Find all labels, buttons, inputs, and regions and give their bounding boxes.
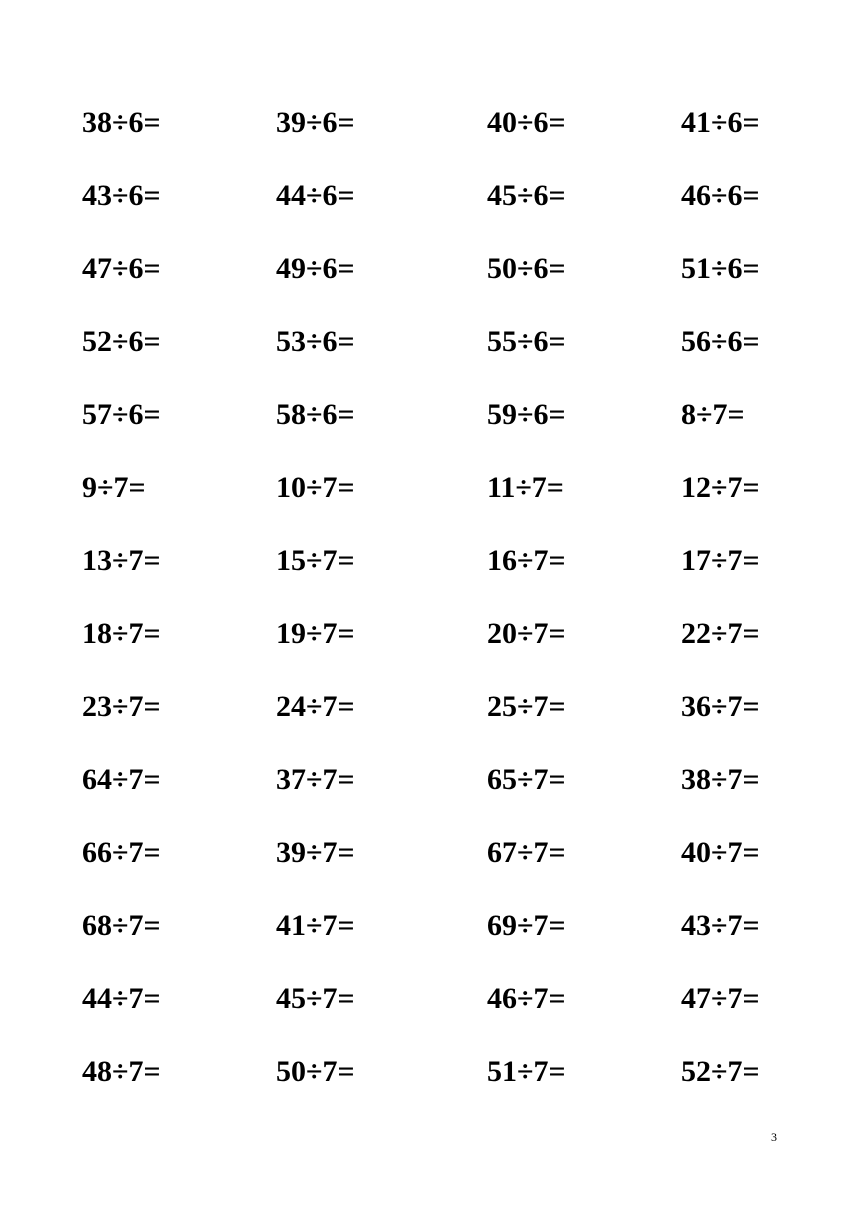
division-problem: 15÷7= xyxy=(276,544,355,577)
division-problem: 64÷7= xyxy=(82,763,161,796)
problem-row xyxy=(0,395,860,435)
division-problem: 17÷7= xyxy=(681,544,760,577)
division-problem: 46÷7= xyxy=(487,982,566,1015)
division-problem: 51÷7= xyxy=(487,1055,566,1088)
problem-row xyxy=(0,322,860,362)
division-problem: 18÷7= xyxy=(82,617,161,650)
division-problem: 44÷6= xyxy=(276,179,355,212)
division-problem: 41÷7= xyxy=(276,909,355,942)
division-problem: 16÷7= xyxy=(487,544,566,577)
problem-row xyxy=(0,979,860,1019)
division-problem: 47÷6= xyxy=(82,252,161,285)
division-problem: 40÷7= xyxy=(681,836,760,869)
division-problem: 58÷6= xyxy=(276,398,355,431)
division-problem: 50÷6= xyxy=(487,252,566,285)
division-problem: 39÷7= xyxy=(276,836,355,869)
page-number: 3 xyxy=(771,1130,777,1144)
division-problem: 52÷7= xyxy=(681,1055,760,1088)
division-problem: 59÷6= xyxy=(487,398,566,431)
division-problem: 38÷6= xyxy=(82,106,161,139)
division-problem: 43÷7= xyxy=(681,909,760,942)
division-problem: 68÷7= xyxy=(82,909,161,942)
division-problem: 36÷7= xyxy=(681,690,760,723)
division-problem: 9÷7= xyxy=(82,471,146,504)
division-problem: 57÷6= xyxy=(82,398,161,431)
division-problem: 69÷7= xyxy=(487,909,566,942)
division-problem: 67÷7= xyxy=(487,836,566,869)
division-problem: 22÷7= xyxy=(681,617,760,650)
division-problem: 45÷7= xyxy=(276,982,355,1015)
division-problem: 24÷7= xyxy=(276,690,355,723)
division-problem: 53÷6= xyxy=(276,325,355,358)
division-problem: 49÷6= xyxy=(276,252,355,285)
division-problem: 56÷6= xyxy=(681,325,760,358)
division-problem: 23÷7= xyxy=(82,690,161,723)
division-problem: 40÷6= xyxy=(487,106,566,139)
division-problem: 48÷7= xyxy=(82,1055,161,1088)
problem-row xyxy=(0,249,860,289)
division-problem: 41÷6= xyxy=(681,106,760,139)
division-problem: 19÷7= xyxy=(276,617,355,650)
division-problem: 44÷7= xyxy=(82,982,161,1015)
division-problem: 51÷6= xyxy=(681,252,760,285)
division-problem: 8÷7= xyxy=(681,398,745,431)
problem-row xyxy=(0,760,860,800)
division-problem: 47÷7= xyxy=(681,982,760,1015)
division-problem: 25÷7= xyxy=(487,690,566,723)
division-problem: 65÷7= xyxy=(487,763,566,796)
division-problem: 38÷7= xyxy=(681,763,760,796)
division-problem: 46÷6= xyxy=(681,179,760,212)
division-problem: 12÷7= xyxy=(681,471,760,504)
division-problem: 43÷6= xyxy=(82,179,161,212)
division-problem: 55÷6= xyxy=(487,325,566,358)
division-problem: 50÷7= xyxy=(276,1055,355,1088)
division-problem: 66÷7= xyxy=(82,836,161,869)
problem-row xyxy=(0,541,860,581)
problem-row xyxy=(0,103,860,143)
division-problem: 20÷7= xyxy=(487,617,566,650)
division-problem: 37÷7= xyxy=(276,763,355,796)
problem-row xyxy=(0,614,860,654)
problem-row xyxy=(0,468,860,508)
division-problem: 11÷7= xyxy=(487,471,564,504)
division-problem: 39÷6= xyxy=(276,106,355,139)
division-problem: 52÷6= xyxy=(82,325,161,358)
problem-row xyxy=(0,176,860,216)
division-problem: 13÷7= xyxy=(82,544,161,577)
division-problem: 10÷7= xyxy=(276,471,355,504)
problem-row xyxy=(0,906,860,946)
division-problem: 45÷6= xyxy=(487,179,566,212)
problem-row xyxy=(0,833,860,873)
problem-row xyxy=(0,1052,860,1092)
problem-row xyxy=(0,687,860,727)
